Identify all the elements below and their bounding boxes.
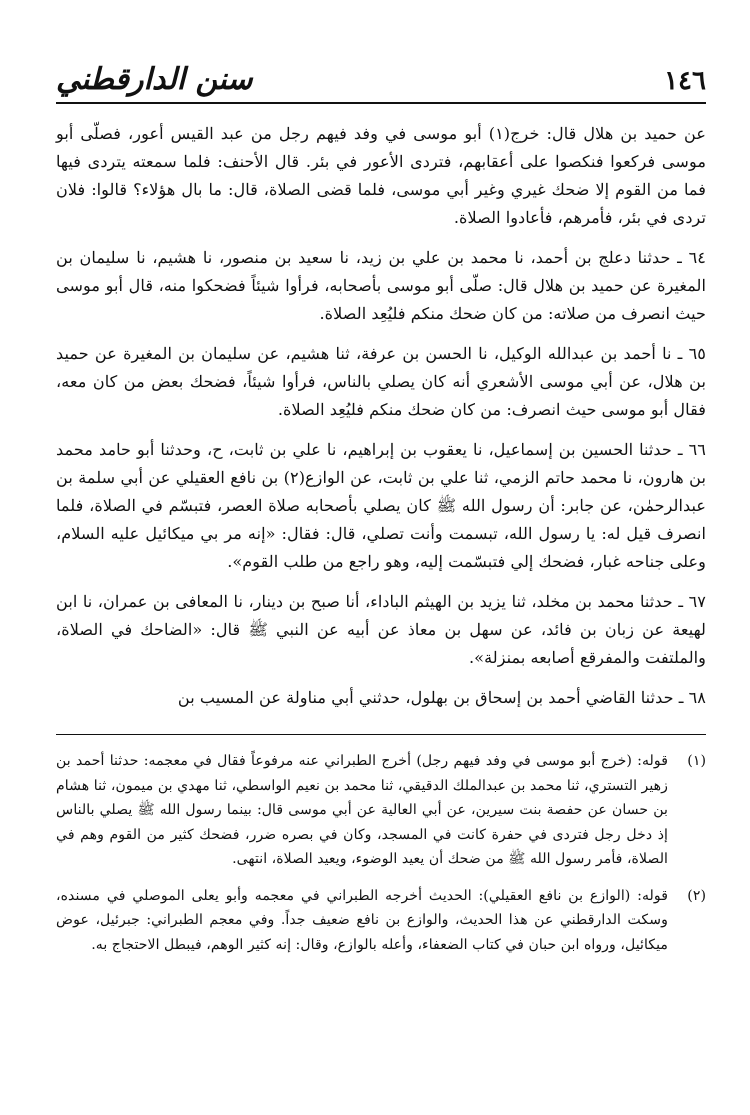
page-number: ١٤٦	[664, 66, 706, 96]
footnote-2	[56, 884, 706, 958]
page-header	[56, 62, 706, 106]
footnote-text: قوله: (خرج أبو موسى في وفد فيهم رجل) أخرج الطبراني عنه مرفوعاً فقال في معجمه: حدثنا أحمد بن زهير التستري، ثنا محمد بن عبدالملك الدقيقي، ثنا محمد بن نعيم الواسطي، ثنا مهدي بن ميمون، ثنا هشام بن حسان عن حفصة بنت سيرين، عن أبي العالية عن أبي موسى قال: بينما رسول الله ﷺ يصلي بالناس إذ دخل رجل فتردى في حفرة كانت في المسجد، وكان في بصره ضرر، فضحك كثير من القوم وهم في الصلاة، فأمر رسول الله ﷺ من ضحك أن يعيد الوضوء، ويعيد الصلاة، انتهى.	[56, 753, 668, 867]
footnote-separator	[56, 734, 706, 735]
footnotes	[56, 749, 706, 957]
hadith-64: ٦٤ ـ حدثنا دعلج بن أحمد، نا محمد بن علي بن زيد، نا سعيد بن منصور، نا هشيم، نا سليمان بن المغيرة عن حميد بن هلال قال: صلّى أبو موسى بأصحابه، فرأوا شيئاً فضحكوا منه، قال أبو موسى حيث انصرف من صلاته: من كان ضحك منكم فليُعِد الصلاة.	[56, 248, 706, 323]
hadith-68: ٦٨ ـ حدثنا القاضي أحمد بن إسحاق بن بهلول، حدثني أبي مناولة عن المسيب بن	[177, 688, 706, 707]
footnote-number: (١)	[687, 753, 706, 769]
footnote-1	[56, 749, 706, 872]
footnote-number: (٢)	[687, 887, 706, 904]
book-title: سنن الدارقطني	[56, 62, 253, 97]
hadith-66: ٦٦ ـ حدثنا الحسين بن إسماعيل، نا يعقوب بن إبراهيم، نا علي بن ثابت، ح، وحدثنا أبو حامد محمد بن هارون، نا محمد حاتم الزمي، ثنا علي بن ثابت، عن الوازع(٢) بن نافع العقيلي عن أبي سلمة بن عبدالرحمٰن، عن جابر: أن رسول الله ﷺ كان يصلي بأصحابه صلاة العصر، فتبسّم في الصلاة، فلما انصرف قيل له: يا رسول الله، تبسمت وأنت تصلي، قال: فقال: «إنه مر بي ميكائيل عليه السلام، وعلى جناحه غبار، فضحك إلي فتبسّمت إليه، وهو راجع من طلب القوم».	[56, 440, 706, 571]
page	[56, 62, 706, 969]
paragraph-intro: عن حميد بن هلال قال: خرج(١) أبو موسى في وفد فيهم رجل من عبد القيس أعور، فصلّى أبو موسى فركعوا فنكصوا على أعقابهم، فتردى الأعور في بئر. قال الأحنف: فلما سمعته يتردى فيها فما من القوم إلا ضحك غيري وغير أبي موسى، فلما قضى الصلاة، قال: ما بال هؤلاء؟ قالوا: فلان تردى في بئر، فأمرهم، فأعادوا الصلاة.	[56, 124, 707, 227]
hadith-65: ٦٥ ـ نا أحمد بن عبدالله الوكيل، نا الحسن بن عرفة، ثنا هشيم، عن سليمان بن المغيرة عن حميد بن هلال، عن أبي موسى الأشعري أنه كان يصلي بالناس، فرأوا شيئاً، فضحك بعض من كان معه، فقال أبو موسى حيث انصرف: من كان ضحك منكم فليُعِد الصلاة.	[56, 344, 706, 419]
header-rule	[56, 102, 706, 104]
hadith-67: ٦٧ ـ حدثنا محمد بن مخلد، ثنا يزيد بن الهيثم الباداء، أنا صبح بن دينار، نا المعافى بن عمران، نا ابن لهيعة عن زبان بن فائد، عن سهل بن معاذ عن أبيه عن النبي ﷺ قال: «الضاحك في الصلاة، والملتفت والمفرقع أصابعه بمنزلة».	[56, 592, 706, 667]
footnote-text: قوله: (الوازع بن نافع العقيلي): الحديث أخرجه الطبراني في معجمه وأبو يعلى الموصلي في مسنده، وسكت الدارقطني عن هذا الحديث، والوازع بن نافع ضعيف جداً. وفي معجم الطبراني: جبرئيل، عوض ميكائيل، ورواه ابن حبان في كتاب الضعفاء، وأعله بالوازع، وقال: إنه كثير الوهم، فيبطل الاحتجاج به.	[56, 887, 668, 953]
main-text	[56, 120, 706, 712]
